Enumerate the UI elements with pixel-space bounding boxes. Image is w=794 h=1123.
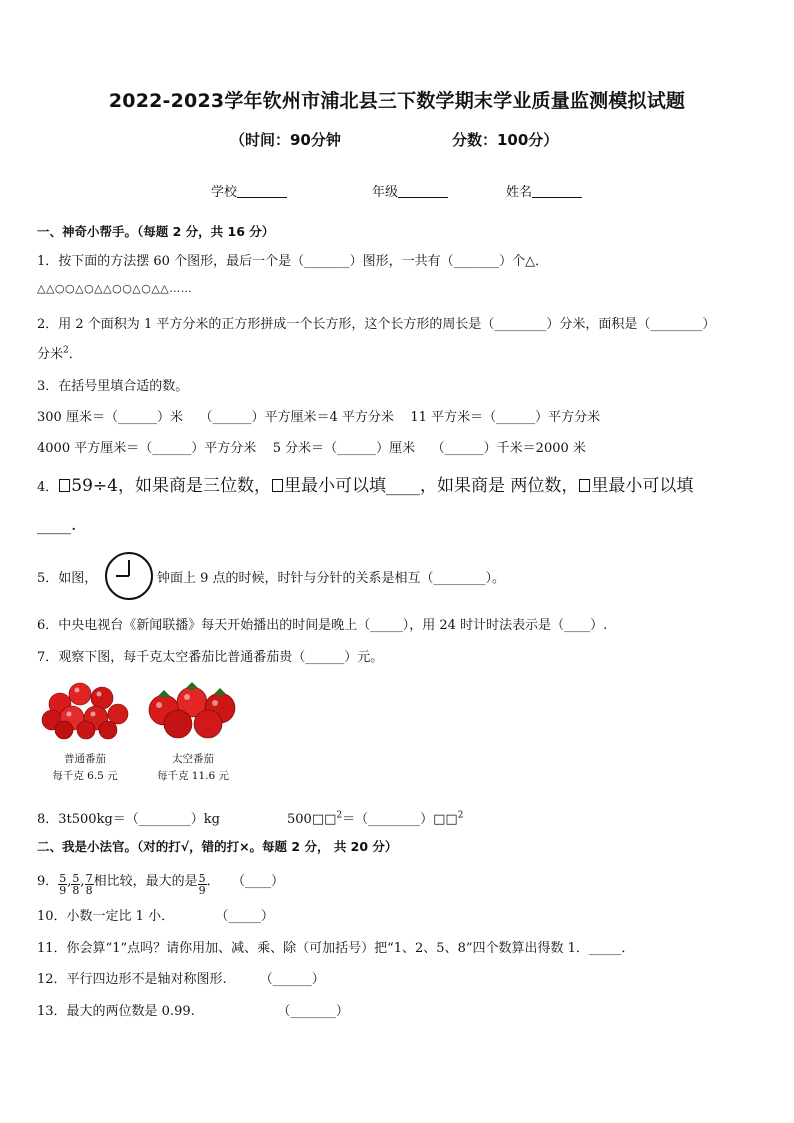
grade-blank [398, 183, 448, 198]
question-2-line-1: 2．用 2 个面积为 1 平方分米的正方形拼成一个长方形，这个长方形的周长是（________）分米，面积是（________） [37, 317, 716, 332]
question-13: 13．最大的两位数是 0.99. （_______） [37, 1004, 349, 1019]
question-4-line-2: ____. [37, 515, 77, 535]
question-5-before: 5．如图， [37, 571, 98, 586]
question-8-b: 500□□$^2$＝（________）□□$^2$ [287, 810, 464, 827]
question-3-line-2: 4000 平方厘米＝（______）平方分米 5 分米＝（______）厘米 （______）千米＝2000 米 [37, 441, 586, 456]
school-field [211, 181, 287, 200]
question-11: 11．你会算“1”点吗？请你用加、减、乘、除（可加括号）把“1、2、5、8”四个数算出得数 1．_____． [37, 941, 635, 956]
grade-label: 年级 [372, 185, 399, 200]
blank-box-icon [59, 479, 70, 492]
regular-tomato-label: 普通番茄 [64, 753, 106, 765]
clock-icon [104, 551, 154, 601]
question-1: 1．按下面的方法摆 60 个图形，最后一个是（_______）图形，一共有（_______）个△． [37, 254, 549, 269]
blank-box-icon [579, 479, 590, 492]
regular-tomato-price: 每千克 6.5 元 [52, 770, 118, 782]
space-tomato-label: 太空番茄 [172, 753, 214, 765]
section-1-heading: 一、神奇小帮手。（每题 2 分，共 16 分） [37, 224, 275, 239]
fraction: $\frac{7}{8}$ [85, 872, 93, 897]
fraction: $\frac{5}{9}$ [198, 872, 206, 897]
question-4: 4． 59÷4，如果商是三位数， 里最小可以填____，如果商是 两位数， 里最小可以填 [37, 476, 694, 496]
question-2-line-2: 分米$^2$． [37, 345, 82, 362]
question-3: 3．在括号里填合适的数。 [37, 379, 189, 394]
question-6: 6．中央电视台《新闻联播》每天开始播出的时间是晚上（_____），用 24 时计时法表示是（____）. [37, 618, 608, 633]
fraction: $\frac{5}{9}$ [59, 872, 67, 897]
question-3-line-1: 300 厘米＝（______）米 （______）平方厘米＝4 平方分米 11 平方米＝（______）平方分米 [37, 410, 601, 425]
exam-score: 分数：100分） [452, 131, 559, 149]
regular-tomato-image [40, 678, 130, 740]
school-label: 学校 [211, 185, 238, 200]
question-10: 10．小数一定比 1 小． （_____） [37, 909, 274, 924]
page-title: 2022-2023学年钦州市浦北县三下数学期末学业质量监测模拟试题 [108, 90, 686, 112]
question-1-pattern: △△○○△○△△○○△○△△…… [37, 282, 193, 295]
space-tomato-price: 每千克 11.6 元 [156, 770, 230, 782]
question-5-after: 钟面上 9 点的时候，时针与分针的关系是相互（________）。 [157, 571, 506, 586]
question-7: 7．观察下图，每千克太空番茄比普通番茄贵（______）元。 [37, 650, 384, 665]
name-field [506, 181, 582, 200]
question-9: 9． $\frac{5}{9}$ , $\frac{5}{8}$ , $\frac{7}{8}$ 相比较，最大的是 $\frac{5}{9}$ ． （____） [37, 872, 284, 897]
school-blank [237, 183, 287, 198]
exam-time: （时间：90分钟 [230, 131, 341, 149]
grade-field [372, 181, 448, 200]
section-2-heading: 二、我是小法官。（对的打√，错的打×。每题 2 分， 共 20 分） [37, 839, 398, 854]
space-tomato-image [142, 680, 244, 742]
question-12: 12．平行四边形不是轴对称图形. （______） [37, 972, 325, 987]
name-blank [532, 183, 582, 198]
fraction: $\frac{5}{8}$ [72, 872, 80, 897]
question-8-a: 8．3t500kg＝（________）kg [37, 812, 220, 827]
blank-box-icon [272, 479, 283, 492]
name-label: 姓名 [506, 185, 533, 200]
